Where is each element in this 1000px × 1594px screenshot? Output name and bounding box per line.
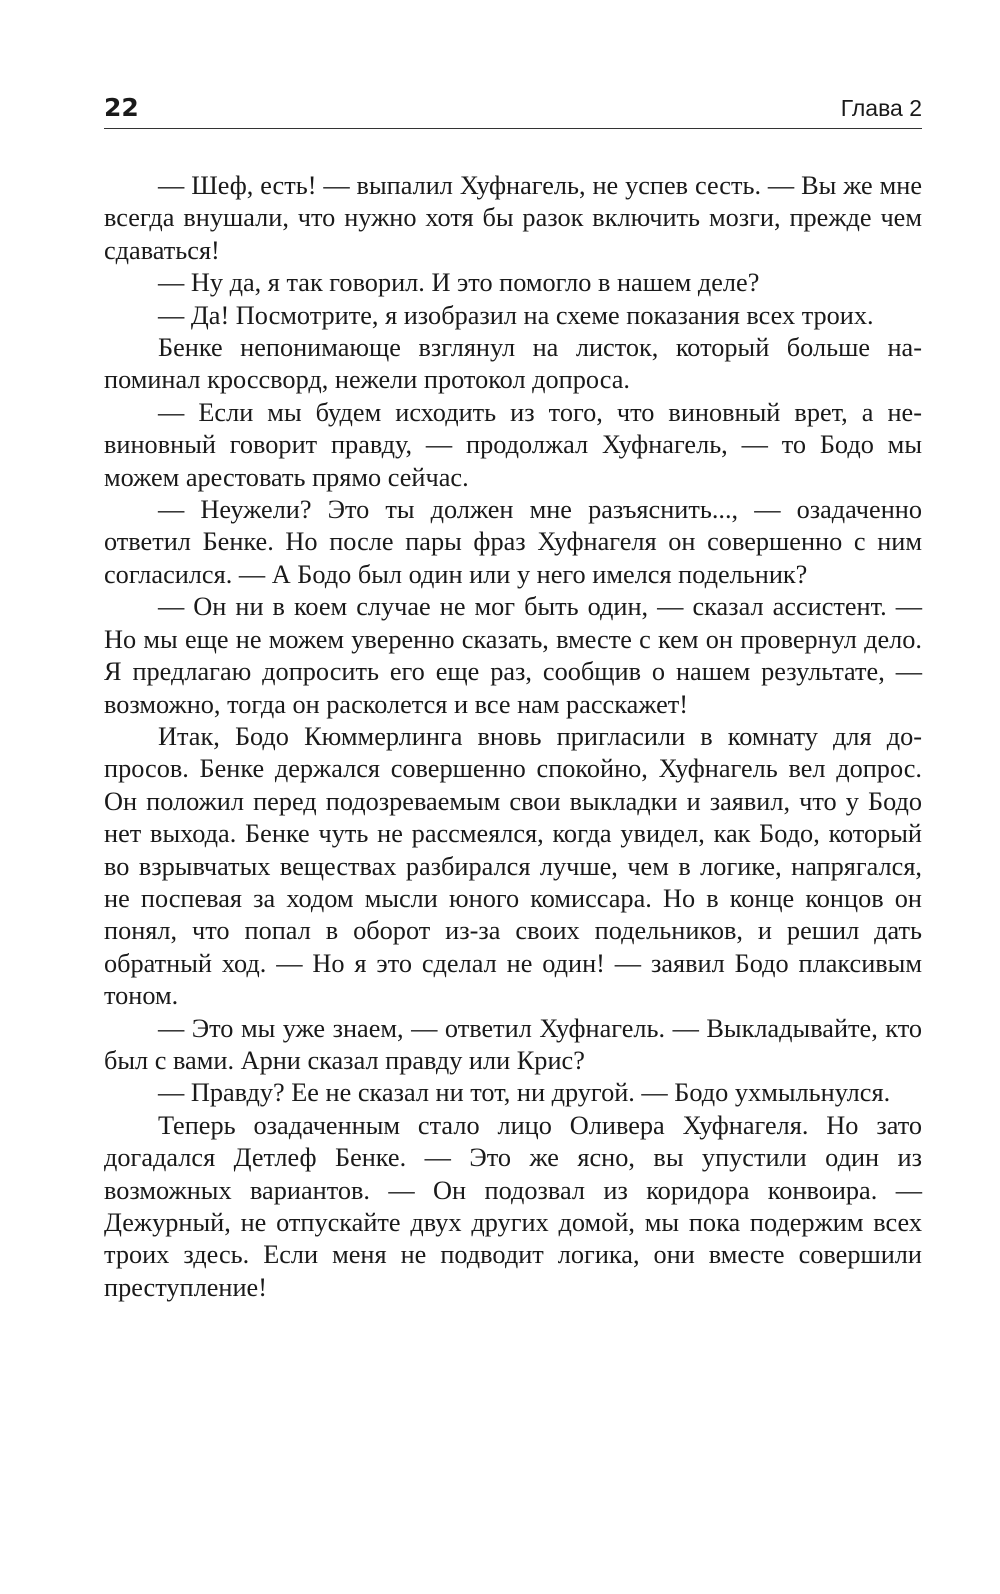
paragraph: — Неужели? Это ты должен мне разъяснить..., — озадаченно ответил Бенке. Но после пары фраз Хуфнагеля он совершенно с ним согласился. — А Бодо был один или у него имелся подельник? <box>104 495 922 589</box>
paragraph: — Шеф, есть! — выпалил Хуфнагель, не успев сесть. — Вы же мне всегда внушали, что нужно хотя бы разок включить мозги, прежде чем сдаваться! <box>104 171 922 265</box>
paragraph: — Ну да, я так говорил. И это помогло в нашем деле? <box>158 268 760 298</box>
paragraph: — Это мы уже знаем, — ответил Хуфнагель. — Выкладывайте, кто был с вами. Арни сказал правду или Крис? <box>104 1013 922 1075</box>
paragraph: — Он ни в коем случае не мог быть один, — сказал ассистент. — Но мы еще не можем уверенно сказать, вместе с кем он провернул дело. Я предлагаю допросить его еще раз, сообщив о нашем результате, — возможно, тогда он расколется и все нам расскажет! <box>104 592 922 719</box>
paragraph: Итак, Бодо Кюммерлинга вновь пригласили в комнату для допросов. Бенке держался совершенно спокойно, Хуфнагель вел допрос. Он положил перед подозреваемым свои выкладки и заявил, что у Бодо нет выхода. Бенке чуть не рассмеялся, когда увидел, как Бодо, который во взрывчатых веществах разбирался лучше, чем в логике, напрягался, не поспевая за ходом мысли юного комиссара. Но в конце концов он понял, что попал в оборот из-за своих подельников, и решил дать обратный ход. — Но я это сделал не один! — заявил Бодо плаксивым тоном. <box>104 721 922 1011</box>
paragraph: — Да! Посмотрите, я изобразил на схеме показания всех троих. <box>158 300 874 330</box>
paragraph: — Правду? Ее не сказал ни тот, ни другой. — Бодо ухмыльнулся. <box>158 1078 891 1108</box>
page-number: 22 <box>104 93 139 122</box>
paragraph: — Если мы будем исходить из того, что виновный врет, а невиновный говорит правду, — продолжал Хуфнагель, — то Бодо мы можем арестовать прямо сейчас. <box>104 397 922 492</box>
paragraph: Теперь озадаченным стало лицо Оливера Хуфнагеля. Но зато догадался Детлеф Бенке. — Это же ясно, вы упустили один из возможных вариантов. — Он подозвал из коридора конвоира. — Дежурный, не отпускайте двух других домой, мы пока подержим всех троих здесь. Если меня не подводит логика, они вместе совершили преступление! <box>104 1110 922 1302</box>
chapter-title: Глава 2 <box>840 95 922 121</box>
paragraph: Бенке непонимающе взглянул на листок, который больше напоминал кроссворд, нежели протокол допроса. <box>104 333 922 395</box>
body-text <box>104 170 922 1304</box>
page-header <box>104 92 922 129</box>
